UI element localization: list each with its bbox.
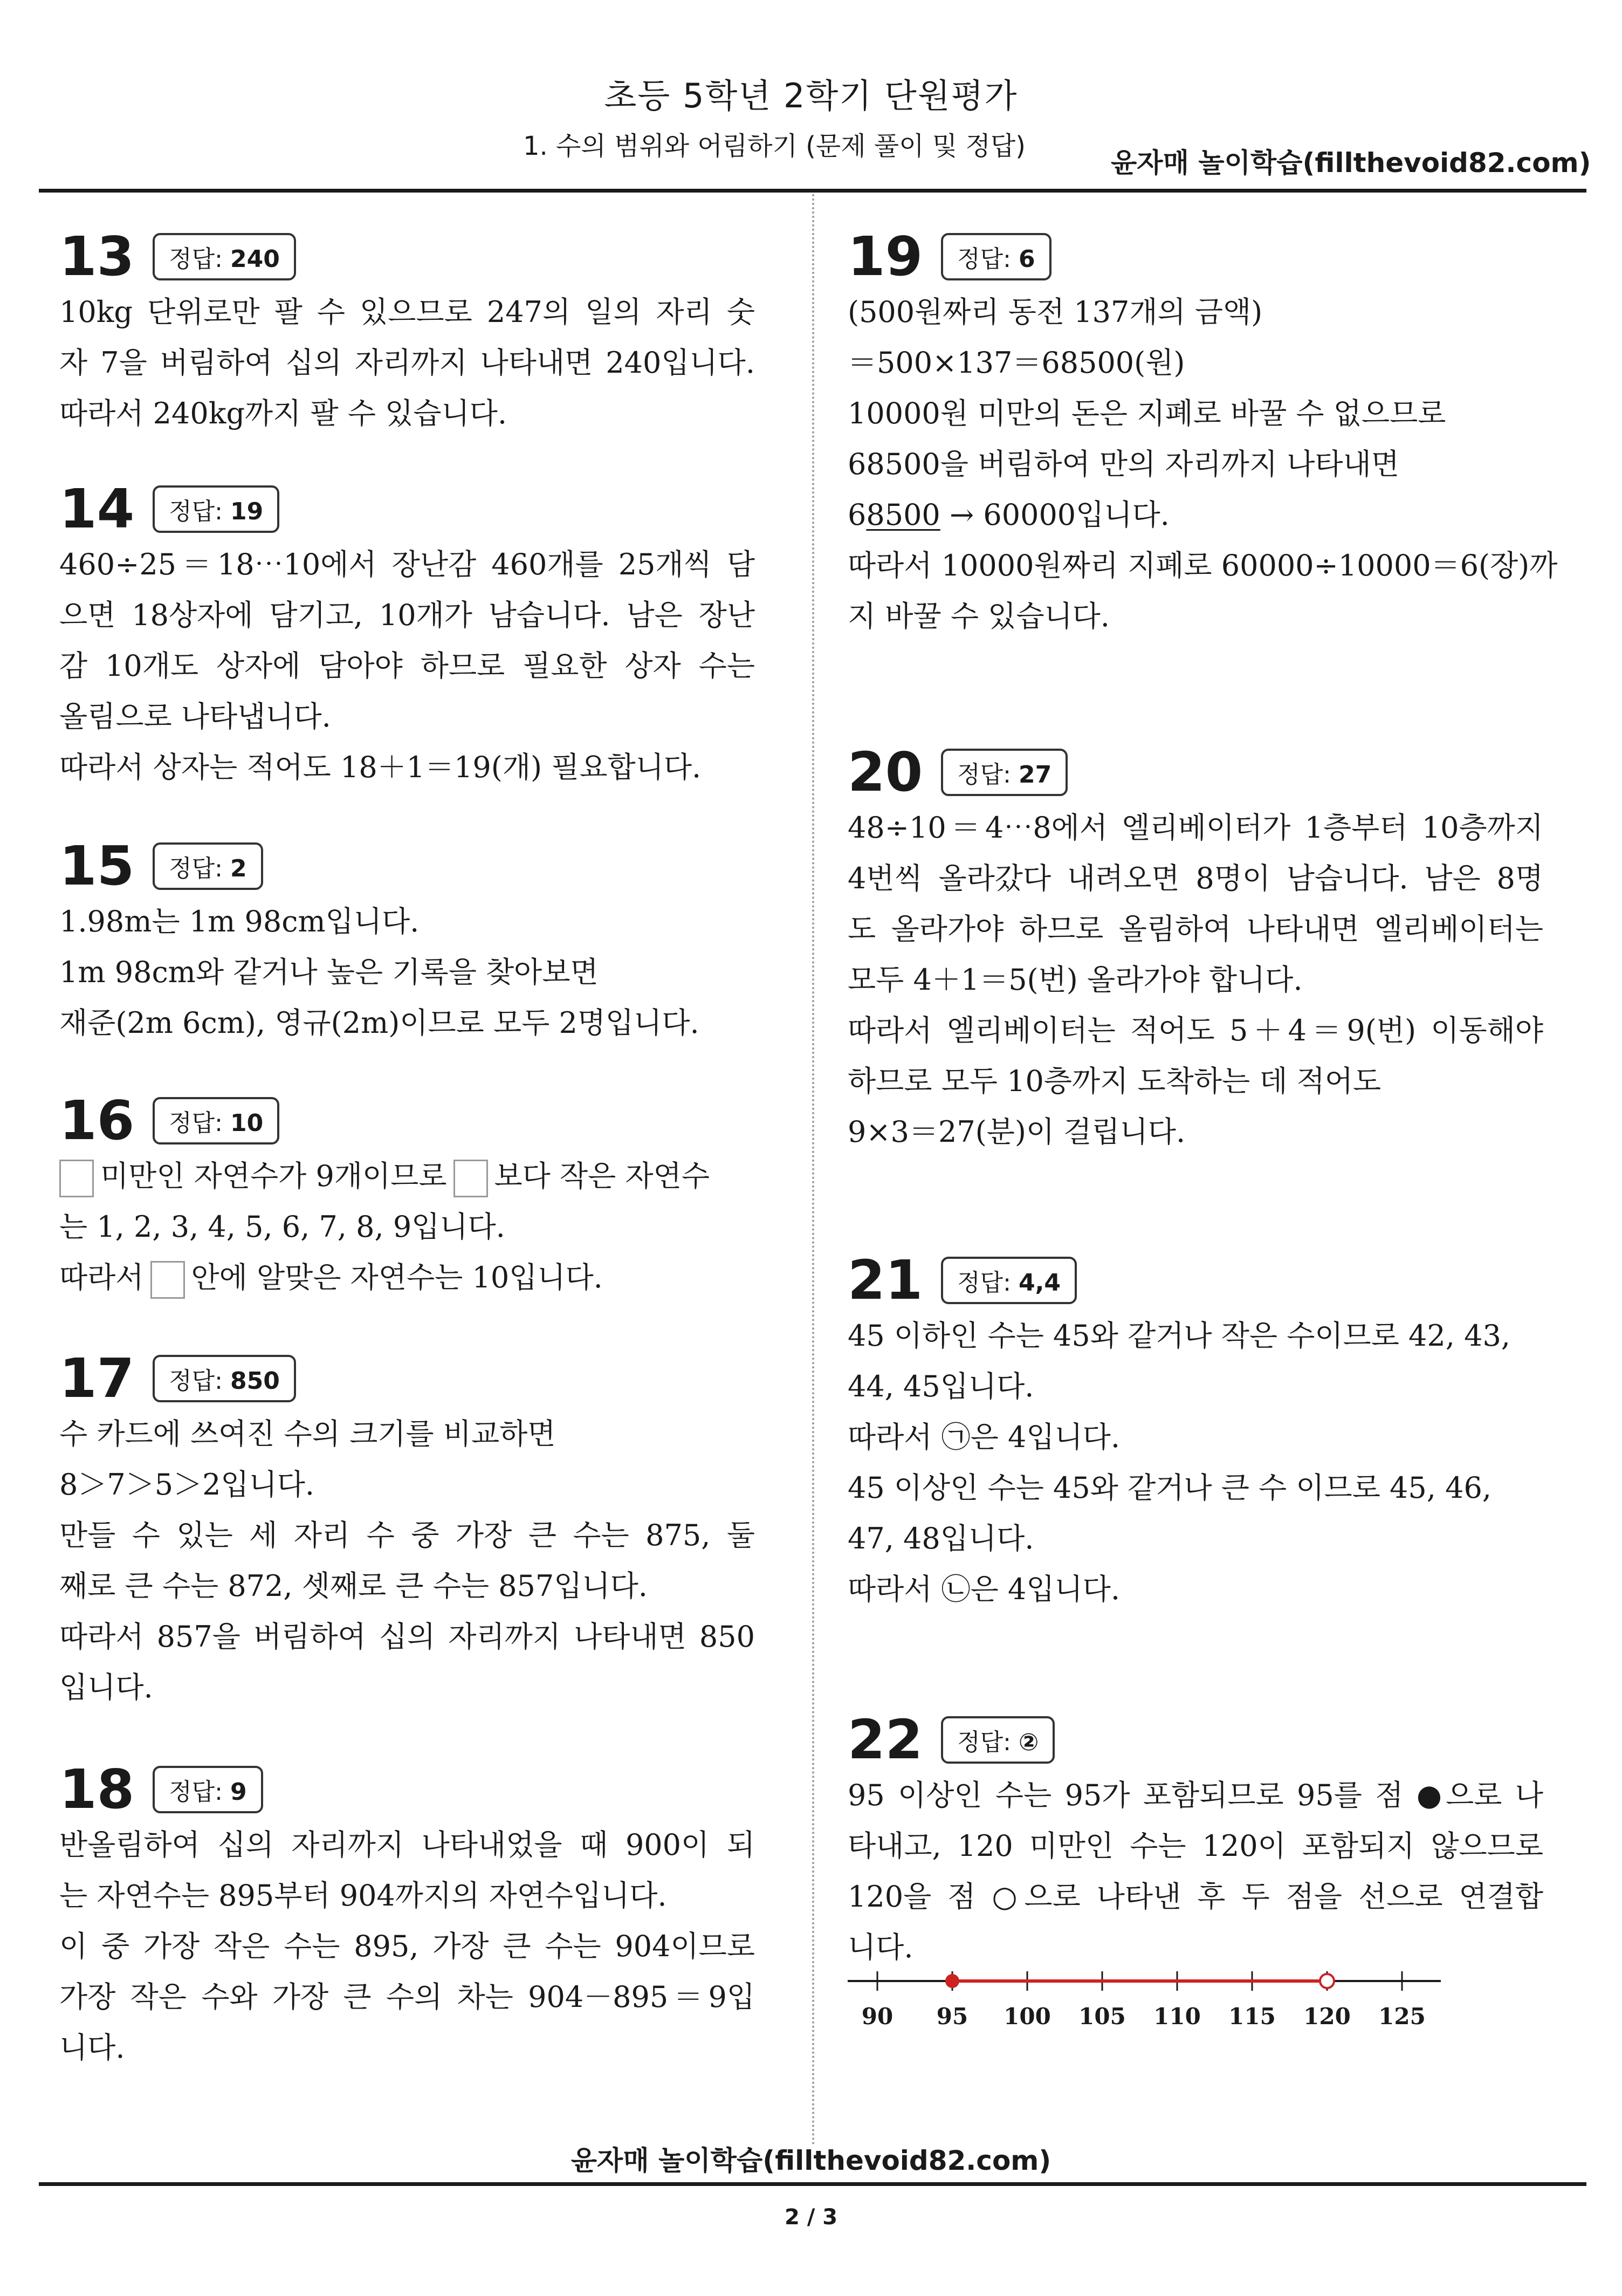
solution-line: 따라서 10000원짜리 지폐로 60000÷10000＝6(장)까 [848,549,1558,582]
problem-16 [59,1091,755,1303]
problem-number: 18 [59,1758,135,1821]
solution-line: 따라서 240kg까지 팔 수 있습니다. [59,396,507,430]
problem-18 [59,1759,755,2073]
solution-line: 1m 98cm와 같거나 높은 기록을 찾아보면 [59,955,599,989]
solution-line: (500원짜리 동전 137개의 금액) [848,295,1263,329]
solution-line: 따라서 ㉠은 4입니다. [848,1420,1120,1454]
closed-endpoint [945,1974,959,1988]
answer-badge: 정답: 2 [153,842,263,890]
number-line-tick-label: 95 [936,2003,968,2030]
answer-badge: 정답: 10 [153,1097,279,1144]
solution-line: 재준(2m 6cm), 영규(2m)이므로 모두 2명입니다. [59,1006,699,1040]
solution-line: 따라서 ㉡은 4입니다. [848,1572,1120,1606]
header-brand: 윤자매 놀이학습(fillthevoid82.com) [1111,147,1591,179]
solution-line: 째로 큰 수는 872, 셋째로 큰 수는 857입니다. [59,1569,648,1603]
problem-14 [59,479,755,793]
solution-line: 는 1, 2, 3, 4, 5, 6, 7, 8, 9입니다. [59,1210,505,1244]
number-line-tick-label: 110 [1153,2003,1201,2030]
number-line-tick-label: 90 [861,2003,894,2030]
problem-13 [59,227,755,439]
solution-line: 68500을 버림하여 만의 자리까지 나타내면 [848,447,1399,481]
solution-line: 올림으로 나타냅니다. [59,700,331,734]
page-subtitle: 1. 수의 범위와 어림하기 (문제 풀이 및 정답) [523,131,1026,161]
solution-line: 95 이상인 수는 95가 포함되므로 95를 점 ●으로 나 [848,1778,1543,1812]
page-title: 초등 5학년 2학기 단원평가 [604,76,1018,115]
solution-line: 가장 작은 수와 가장 큰 수의 차는 904－895＝9입 [59,1980,755,2014]
answer-badge: 정답: 19 [153,485,279,533]
solution-line: 이 중 가장 작은 수는 895, 가장 큰 수는 904이므로 [59,1929,755,1963]
solution-line: 하므로 모두 10층까지 도착하는 데 적어도 [848,1064,1382,1098]
solution-line: 는 자연수는 895부터 904까지의 자연수입니다. [59,1879,667,1913]
problem-number: 15 [59,834,135,897]
problem-number: 21 [848,1249,923,1312]
solution-line: 모두 4＋1＝5(번) 올라가야 합니다. [848,963,1303,997]
solution-line: 8＞7＞5＞2입니다. [59,1468,315,1502]
answer-badge: 정답: 4,4 [941,1257,1077,1304]
answer-badge: 정답: 6 [941,233,1051,280]
answer-badge: 정답: 850 [153,1355,296,1402]
solution-line: 지 바꿀 수 있습니다. [848,599,1110,633]
solution-line: 니다. [848,1930,913,1964]
answer-badge: 정답: 9 [153,1766,263,1813]
problem-number: 13 [59,225,135,288]
solution-line: 120을 점 ○으로 나타낸 후 두 점을 선으로 연결합 [848,1880,1543,1914]
problem-number: 20 [848,741,923,804]
solution-line: 4번씩 올라갔다 내려오면 8명이 남습니다. 남은 8명 [848,861,1543,895]
solution-line: 45 이상인 수는 45와 같거나 큰 수 이므로 45, 46, [848,1471,1492,1505]
solution-line: 47, 48입니다. [848,1521,1034,1555]
open-endpoint [1320,1974,1334,1988]
solution-line: 48÷10＝4⋯8에서 엘리베이터가 1층부터 10층까지 [848,811,1543,845]
solution-line: 자 7을 버림하여 십의 자리까지 나타내면 240입니다. [59,346,755,380]
problem-number: 17 [59,1347,135,1410]
solution-line: 미만인 자연수가 9개이므로 보다 작은 자연수 [59,1151,755,1202]
problem-number: 22 [848,1708,923,1771]
number-line-tick-label: 125 [1378,2003,1426,2030]
answer-badge: 정답: 27 [941,749,1068,796]
solution-line: 타내고, 120 미만인 수는 120이 포함되지 않으므로 [848,1829,1543,1863]
problem-19 [848,225,1558,642]
blank-box [150,1261,185,1299]
footer-brand: 윤자매 놀이학습(fillthevoid82.com) [571,2145,1051,2176]
solution-line: 반올림하여 십의 자리까지 나타내었을 때 900이 되 [59,1828,755,1862]
solution-line: 입니다. [59,1670,153,1704]
solution-line: 10000원 미만의 돈은 지폐로 바꿀 수 없으므로 [848,396,1446,430]
solution-line: 만들 수 있는 세 자리 수 중 가장 큰 수는 875, 둘 [59,1518,755,1552]
solution-line: 수 카드에 쓰여진 수의 크기를 비교하면 [59,1417,556,1451]
problem-21 [848,1250,1543,1615]
solution-line: 44, 45입니다. [848,1369,1034,1403]
solution-line: 460÷25＝18⋯10에서 장난감 460개를 25개씩 담 [59,547,755,581]
solution-line: 따라서 857을 버림하여 십의 자리까지 나타내면 850 [59,1620,755,1654]
problem-number: 16 [59,1089,135,1152]
underlined-digits: 8500 [866,498,940,532]
column-divider [812,194,814,2147]
solution-line: 따라서 상자는 적어도 18＋1＝19(개) 필요합니다. [59,750,702,784]
solution-line: 따라서 엘리베이터는 적어도 5＋4＝9(번) 이동해야 [848,1013,1543,1047]
number-line-tick-label: 120 [1303,2003,1351,2030]
blank-box [59,1160,94,1197]
header-rule [39,189,1586,193]
problem-15 [59,836,755,1048]
solution-line: 10kg 단위로만 팔 수 있으므로 247의 일의 자리 숫 [59,295,755,329]
solution-line: 9×3＝27(분)이 걸립니다. [848,1115,1186,1149]
number-line-tick-label: 105 [1078,2003,1126,2030]
problem-17 [59,1348,755,1713]
solution-line: 으면 18상자에 담기고, 10개가 남습니다. 남은 장난 [59,598,755,632]
solution-line: 도 올라가야 하므로 올림하여 나타내면 엘리베이터는 [848,912,1543,946]
answer-badge: 정답: 240 [153,233,296,280]
footer-rule [39,2182,1586,2186]
blank-box [453,1160,488,1197]
solution-line: 니다. [59,2031,125,2065]
problem-number: 19 [848,225,923,288]
problem-22 [848,1710,1543,1973]
problem-20 [848,742,1543,1157]
solution-line: ＝500×137＝68500(원) [848,346,1185,380]
number-line-tick-label: 115 [1228,2003,1276,2030]
solution-line: 감 10개도 상자에 담아야 하므로 필요한 상자 수는 [59,649,755,683]
solution-line: 1.98m는 1m 98cm입니다. [59,904,420,938]
solution-line: 따라서 안에 알맞은 자연수는 10입니다. [59,1252,755,1303]
answer-badge: 정답: ② [941,1716,1055,1764]
problem-number: 14 [59,477,135,540]
number-line-tick-label: 100 [1004,2003,1051,2030]
page-number: 2 / 3 [784,2205,838,2230]
solution-line: 68500 → 60000입니다. [848,498,1170,532]
solution-line: 45 이하인 수는 45와 같거나 작은 수이므로 42, 43, [848,1319,1510,1353]
number-line [848,1957,1452,2032]
